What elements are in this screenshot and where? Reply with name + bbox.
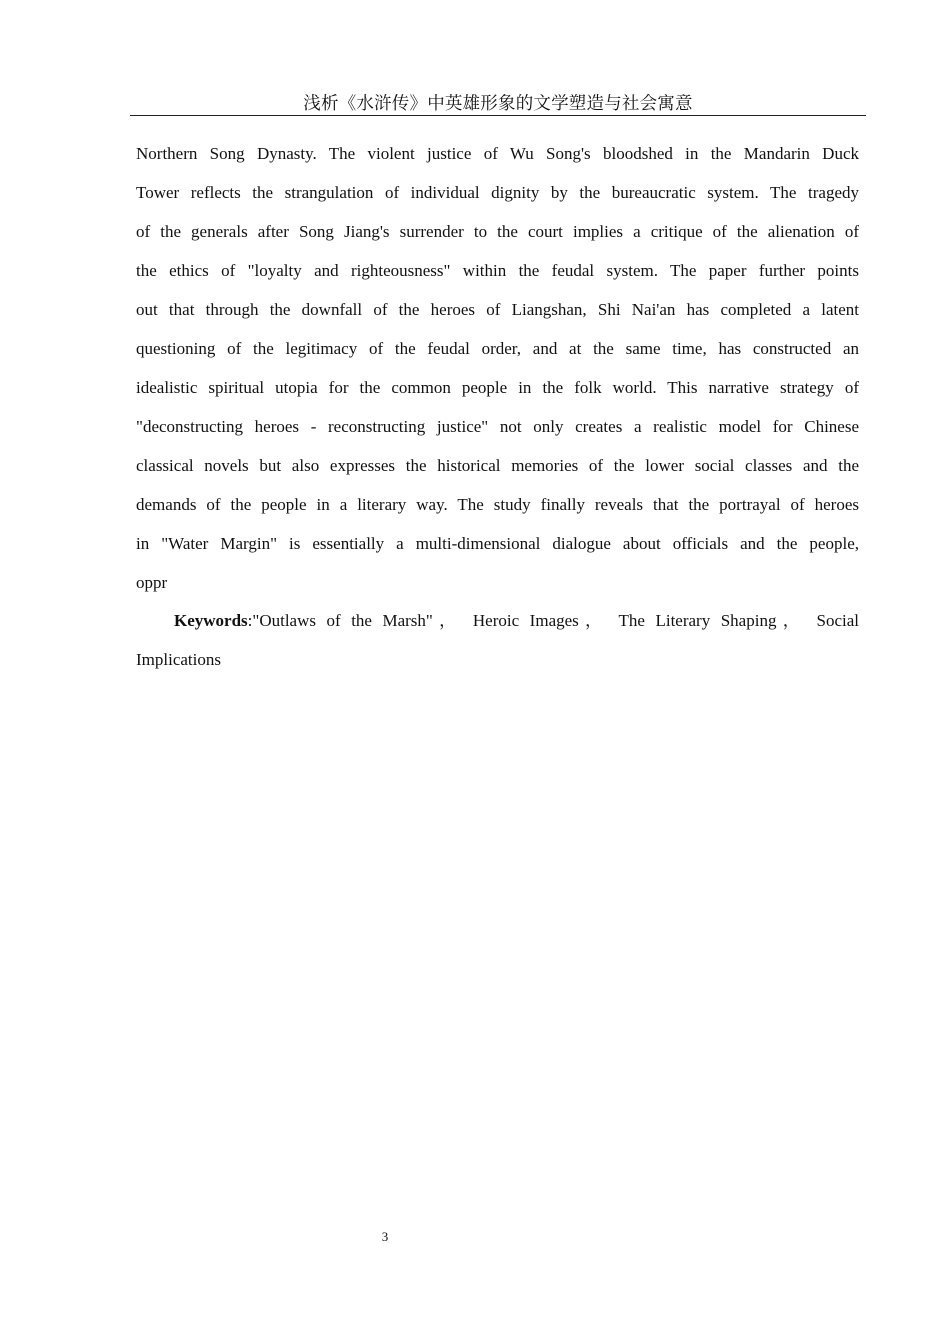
running-header-title: 浅析《水浒传》中英雄形象的文学塑造与社会寓意 xyxy=(303,93,693,113)
body-line: classical novels but also expresses the historical memories of the lower social classes and the xyxy=(136,456,859,475)
body-line: questioning of the legitimacy of the feudal order, and at the same time, has constructed an xyxy=(136,339,859,358)
body-line: oppr xyxy=(136,573,168,592)
body-line: in "Water Margin" is essentially a multi-dimensional dialogue about officials and the people, xyxy=(136,534,859,553)
body-line: the ethics of "loyalty and righteousness" within the feudal system. The paper further points xyxy=(136,261,859,280)
body-line: Tower reflects the strangulation of individual dignity by the bureaucratic system. The tragedy xyxy=(136,183,859,202)
keywords-list: :"Outlaws of the Marsh"， Heroic Images， The Literary Shaping， Social xyxy=(247,611,859,630)
body-line: "deconstructing heroes - reconstructing justice" not only creates a realistic model for Chinese xyxy=(136,417,859,436)
abstract-body xyxy=(136,134,859,602)
body-line: out that through the downfall of the heroes of Liangshan, Shi Nai'an has completed a latent xyxy=(136,300,859,319)
keywords-label: Keywords xyxy=(174,611,248,630)
keywords-paragraph xyxy=(136,601,859,679)
page-number: 3 xyxy=(381,1229,389,1244)
body-line: idealistic spiritual utopia for the common people in the folk world. This narrative strategy of xyxy=(136,378,859,397)
header-rule xyxy=(130,115,866,116)
keywords-line xyxy=(136,601,859,640)
body-line: Northern Song Dynasty. The violent justice of Wu Song's bloodshed in the Mandarin Duck xyxy=(136,144,859,163)
body-line: of the generals after Song Jiang's surrender to the court implies a critique of the alienation of xyxy=(136,222,859,241)
keywords-continuation: Implications xyxy=(136,650,221,669)
body-line: demands of the people in a literary way. The study finally reveals that the portrayal of heroes xyxy=(136,495,859,514)
